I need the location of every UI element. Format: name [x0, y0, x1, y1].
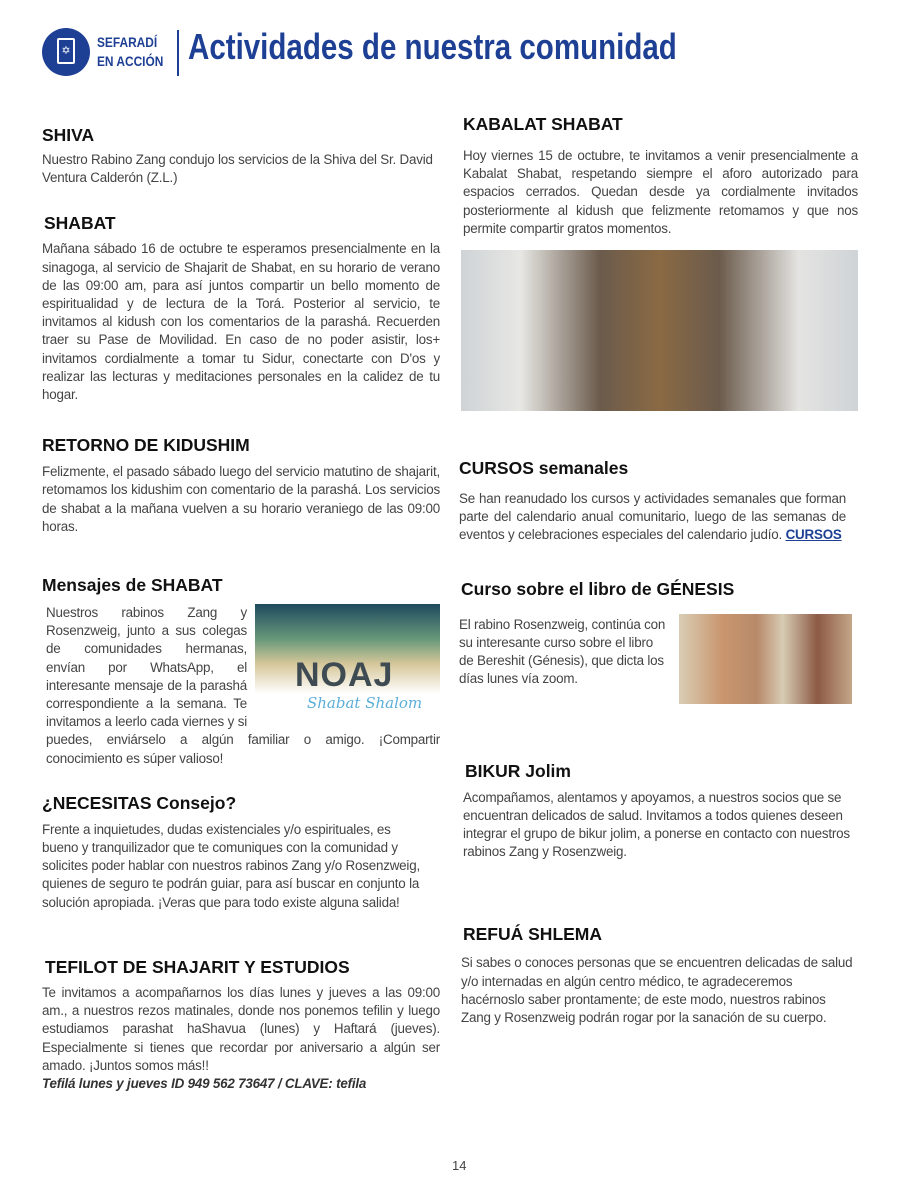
section-body [459, 490, 846, 545]
section-title: Curso sobre el libro de GÉNESIS [461, 578, 735, 599]
section-title: Mensajes de SHABAT [42, 575, 223, 596]
noaj-image [255, 604, 440, 724]
left-column [42, 124, 440, 1093]
section-title: BIKUR Jolim [465, 760, 571, 781]
section-title: CURSOS semanales [459, 458, 629, 479]
section-title: RETORNO DE KIDUSHIM [42, 435, 250, 456]
right-column [461, 113, 858, 1027]
brand-line: EN ACCIÓN [97, 53, 164, 69]
divider [177, 30, 179, 76]
section-title: SHABAT [44, 213, 116, 234]
section-title: TEFILOT DE SHAJARIT Y ESTUDIOS [45, 956, 350, 977]
section-body: Felizmente, el pasado sábado luego del servicio matutino de shajarit, retomamos los kidushim con comentario de la parashá. Los servicios de shabat a la mañana vuelven a su horario veraniego de las 09:00 horas. [42, 464, 440, 534]
section-body: Frente a inquietudes, dudas existenciales y/o espirituales, es bueno y tranquilizador que te comuniques con la comunidad y solicites poder hablar con nuestros rabinos Zang y/o Rosenzweig, quienes de seguro te podrán guiar, para así buscar en conjunto la solución apropiada. ¡Veras que para todo existe alguna salida! [42, 821, 420, 910]
section-body: Nuestro Rabino Zang condujo los servicios de la Shiva del Sr. David Ventura Calderón (Z.L.) [42, 152, 433, 186]
section-body: Te invitamos a acompañarnos los días lunes y jueves a las 09:00 am., a nuestros rezos matinales, donde nos ponemos tefilin y luego estudiamos parashat haShavua (lunes) y Haftará (jueves). Especialmente si tienes que recordar por aniversario a algún ser amado. ¡Juntos somos más!! [42, 984, 440, 1073]
page-number: 14 [452, 1158, 467, 1173]
section-title: SHIVA [42, 125, 95, 145]
logo [42, 28, 90, 76]
section-body: Hoy viernes 15 de octubre, te invitamos a venir presencialmente a Kabalat Shabat, respetando siempre el aforo autorizado para espacios cerrados. Quedan desde ya cordialmente invitados posteriormente al kidush que felizmente retomamos y que nos permite compartir gratos momentos. [463, 148, 858, 236]
star-of-david-book-icon: ✡ [57, 38, 75, 64]
creation-of-adam-image [679, 614, 852, 704]
tefila-zoom-note: Tefilá lunes y jueves ID 949 562 73647 / CLAVE: tefila [42, 1075, 367, 1091]
section-title: KABALAT SHABAT [463, 114, 623, 134]
image-subtitle: Shabat Shalom [307, 694, 423, 713]
page-title: Actividades de nuestra comunidad [188, 26, 677, 67]
cursos-link[interactable]: CURSOS [785, 527, 842, 543]
synagogue-photo [461, 250, 858, 411]
section-body: El rabino Rosenzweig, continúa con su interesante curso sobre el libro de Bereshit (Génesis), que dicta los días lunes vía zoom. [459, 616, 666, 687]
mensajes-text-full: leerlo cada viernes y si puedes, enviárselo a algún familiar o amigo. ¡Compartir conocimiento es súper valioso! [46, 714, 440, 766]
mensajes-text-wrapped: Nuestros rabinos Zang y Rosenzweig, junto a sus colegas de comunidades hermanas, envían por WhatsApp, el interesante mensaje de la parashá correspondiente a la semana. Te invitamos a [46, 605, 247, 730]
cursos-text: Se han reanudado los cursos y actividades semanales que forman parte del calendario anual comunitario, luego de las semanas de eventos y celebraciones especiales del calendario judío. [459, 491, 846, 543]
image-title: NOAJ [295, 656, 394, 695]
brand [97, 33, 163, 71]
section-body: Si sabes o conoces personas que se encuentren delicadas de salud y/o internadas en algún centro médico, te agradeceremos hacérnoslo saber prontamente; de este modo, nuestros rabinos Zang y Rosenzweig podrán rogar por la sanación de su cuerpo. [461, 955, 853, 1026]
section-title: ¿NECESITAS Consejo? [42, 792, 237, 813]
section-body: Acompañamos, alentamos y apoyamos, a nuestros socios que se encuentran delicados de salud. Invitamos a todos quienes deseen integrar el grupo de bikur jolim, a ponerse en contacto con nuestros rabinos Zang y Rosenzweig. [463, 789, 850, 860]
section-body: Mañana sábado 16 de octubre te esperamos presencialmente en la sinagoga, al servicio de Shajarit de Shabat, en su horario de verano de las 09:00 am, para así juntos compartir un bello momento de espiritualidad y de lectura de la Torá. Posterior al servicio, te invitamos al kidush con los comentarios de la parashá. Recuerden traer su Pase de Movilidad. En caso de no poder asistir, los+ invitamos cordialmente a tomar tu Sidur, conectarte con D'os y realizar las lecturas y meditaciones personales en la calidez de tu hogar. [42, 241, 440, 403]
section-title: REFUÁ SHLEMA [463, 924, 603, 945]
brand-line: SEFARADÍ [97, 34, 158, 50]
